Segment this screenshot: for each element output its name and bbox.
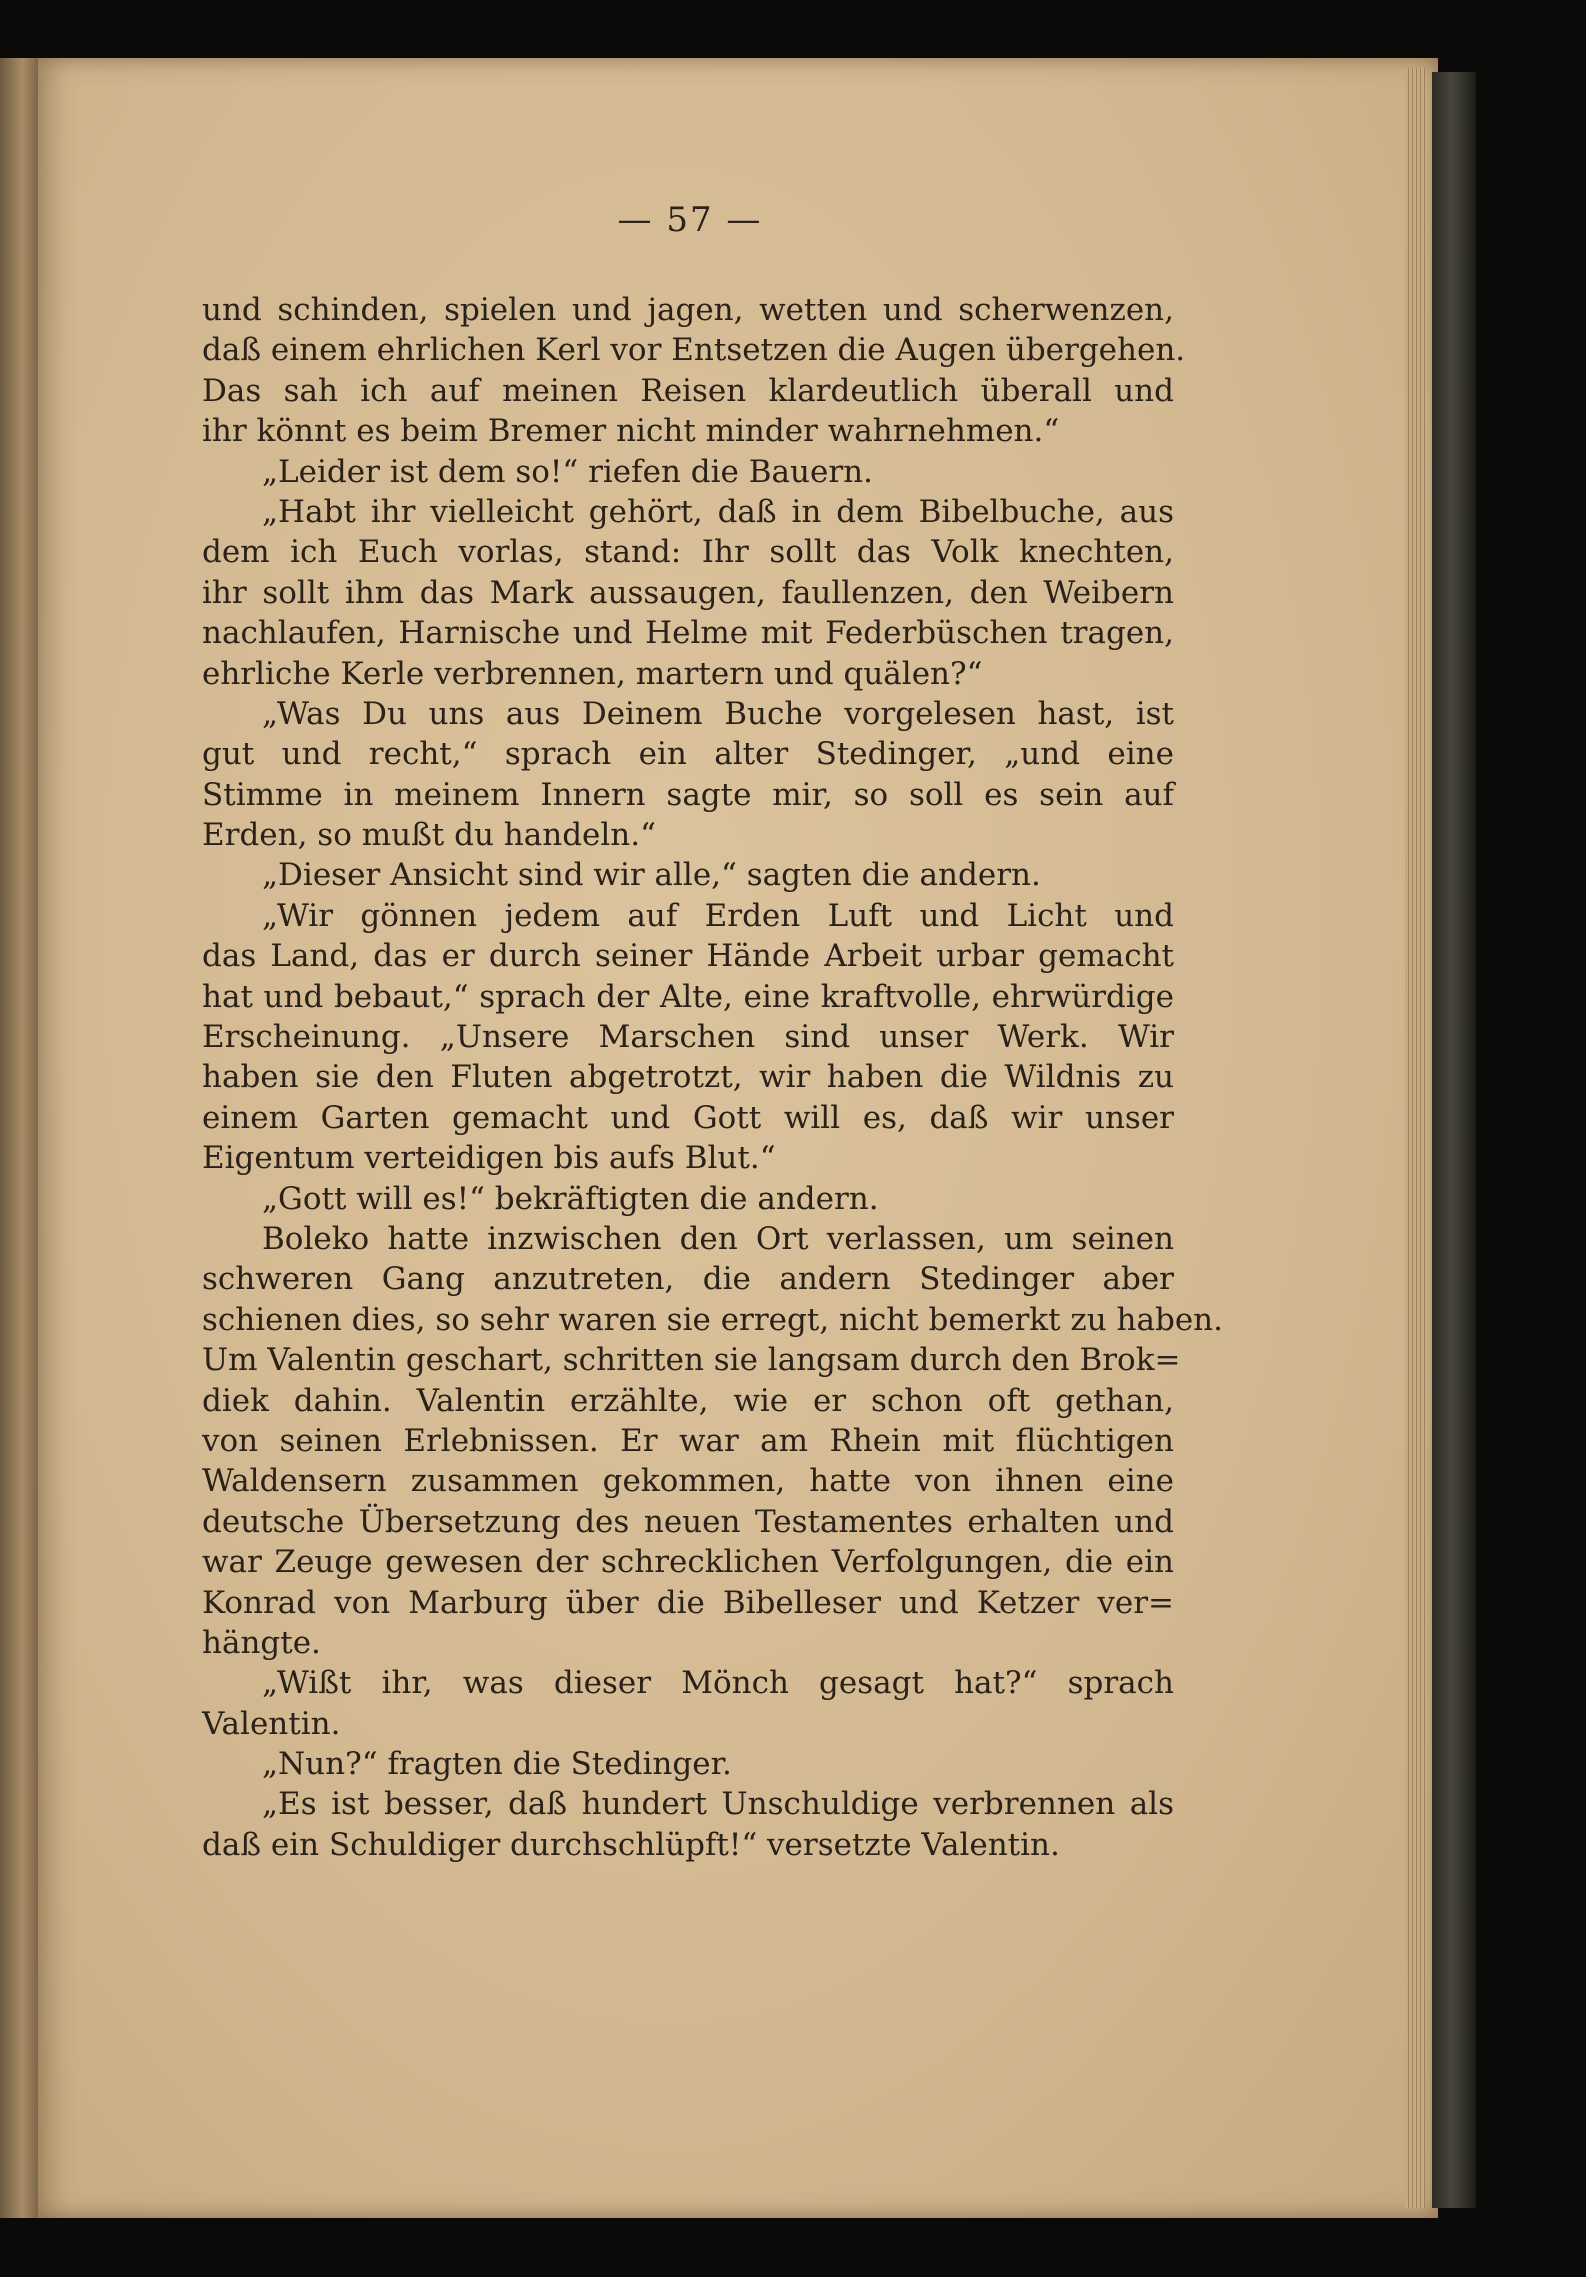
text-line: Waldensern zusammen gekommen, hatte von ihnen eine [202,1463,1174,1500]
text-line: ehrliche Kerle verbrennen, martern und quälen?“ [202,655,983,692]
left-page-edge [0,58,38,2218]
text-line: war Zeuge gewesen der schrecklichen Verfolgungen, die ein [202,1544,1174,1581]
page-number: — 57 — [617,200,763,240]
text-line: Um Valentin geschart, schritten sie langsam durch den Brok= [202,1342,1181,1379]
text-line: haben sie den Fluten abgetrotzt, wir haben die Wildnis zu [202,1059,1174,1096]
text-line: daß einem ehrlichen Kerl vor Entsetzen die Augen übergehen. [202,332,1186,369]
text-line: gut und recht,“ sprach ein alter Stedinger, „und eine [202,736,1174,773]
text-line: „Nun?“ fragten die Stedinger. [262,1746,732,1783]
text-line: Stimme in meinem Innern sagte mir, so soll es sein auf [202,776,1174,813]
text-line: deutsche Übersetzung des neuen Testamentes erhalten und [202,1503,1174,1540]
text-line: dem ich Euch vorlas, stand: Ihr sollt das Volk knechten, [202,534,1174,571]
text-line: das Land, das er durch seiner Hände Arbeit urbar gemacht [202,938,1174,975]
text-line: „Wir gönnen jedem auf Erden Luft und Licht und [262,897,1174,934]
text-line: und schinden, spielen und jagen, wetten und scherwenzen, [202,292,1174,328]
text-line: Boleko hatte inzwischen den Ort verlassen, um seinen [262,1220,1174,1257]
text-line: „Es ist besser, daß hundert Unschuldige verbrennen als [262,1786,1174,1823]
text-line: Valentin. [202,1705,341,1742]
text-line: Erden, so mußt du handeln.“ [202,817,656,854]
text-line: hängte. [202,1624,321,1661]
text-line: von seinen Erlebnissen. Er war am Rhein mit flüchtigen [202,1422,1174,1459]
text-line: „Dieser Ansicht sind wir alle,“ sagten die andern. [262,857,1041,894]
page-edges [1405,68,1425,2208]
text-line: hat und bebaut,“ sprach der Alte, eine kraftvolle, ehrwürdige [202,978,1174,1015]
text-line: diek dahin. Valentin erzählte, wie er schon oft gethan, [202,1382,1174,1419]
text-line: schienen dies, so sehr waren sie erregt, nicht bemerkt zu haben. [202,1301,1224,1338]
text-line: Eigentum verteidigen bis aufs Blut.“ [202,1140,776,1177]
text-line: „Habt ihr vielleicht gehört, daß in dem Bibelbuche, aus [262,493,1174,530]
text-line: ihr könnt es beim Bremer nicht minder wahrnehmen.“ [202,413,1060,450]
text-line: nachlaufen, Harnische und Helme mit Federbüschen tragen, [202,615,1174,652]
text-line: „Gott will es!“ bekräftigten die andern. [262,1180,879,1217]
text-line: Das sah ich auf meinen Reisen klardeutlich überall und [202,372,1174,409]
text-line: „Wißt ihr, was dieser Mönch gesagt hat?“ sprach [262,1665,1174,1702]
body-text [202,290,1224,1865]
text-line: Konrad von Marburg über die Bibelleser und Ketzer ver= [202,1584,1174,1621]
text-line: schweren Gang anzutreten, die andern Stedinger aber [202,1261,1174,1298]
text-line: daß ein Schuldiger durchschlüpft!“ versetzte Valentin. [202,1826,1060,1863]
text-line: einem Garten gemacht und Gott will es, daß wir unser [202,1099,1174,1136]
book-spine [1432,72,1476,2208]
text-line: ihr sollt ihm das Mark aussaugen, faullenzen, den Weibern [202,574,1174,611]
text-line: Erscheinung. „Unsere Marschen sind unser Werk. Wir [202,1019,1174,1056]
text-line: „Leider ist dem so!“ riefen die Bauern. [262,453,873,490]
text-line: „Was Du uns aus Deinem Buche vorgelesen hast, ist [262,695,1174,732]
